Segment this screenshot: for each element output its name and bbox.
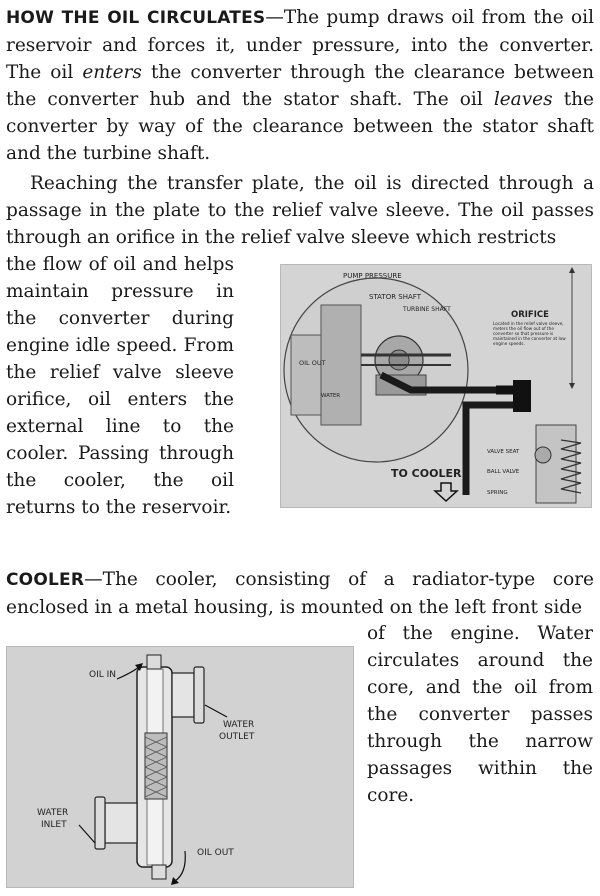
label-ball-valve: BALL VALVE (487, 469, 520, 475)
section-oil-circulates-para-2: Reaching the transfer plate, the oil is directed through a passage in the plate to the relief valve sleeve. The oil passes through an orifice in the relief valve sleeve which restricts (6, 173, 594, 248)
label-oil-out: OIL OUT (197, 848, 234, 858)
label-valve-seat: VALVE SEAT (487, 449, 520, 455)
section-cooler-para-wrap: of the engine. Water circulates around the core, and the oil from the converter passes through the narrow passages within the core. (367, 623, 593, 806)
section-oil-circulates-para-1 (6, 4, 594, 167)
label-water-outlet-1: WATER (223, 720, 255, 730)
section-heading-cooler: COOLER (6, 570, 85, 590)
label-spring: SPRING (487, 490, 508, 496)
section-oil-circulates-para-2-wrap: the flow of oil and helps maintain pressure in the converter during engine idle speed. From the relief valve sleeve orifice, oil enters the external line to the cooler. Passing through the cooler, the oil returns to the reservoir. (6, 254, 234, 518)
para-text: the converter through the clearance between the converter hub and the stator shaft. The oil (6, 62, 594, 110)
label-oil-in: OIL IN (89, 670, 116, 680)
label-oil-out: OIL OUT (299, 359, 326, 367)
para-text: The pump draws oil from the oil reservoir and forces it, under pressure, into the converter. The oil (6, 7, 594, 83)
label-to-cooler: TO COOLER (391, 467, 462, 480)
label-turbine-shaft: TURBINE SHAFT (403, 306, 451, 313)
label-water-inlet-1: WATER (37, 808, 69, 818)
heading-dash: — (265, 7, 284, 28)
label-orifice-note: Located in the relief valve sleeve, meters the oil flow out of the converter so that pressure is maintained in the converter at low engine speeds. (493, 321, 566, 346)
label-water: WATER (321, 393, 341, 399)
oil-cooler-diagram (6, 646, 354, 888)
emphasis-enters: enters (82, 62, 142, 83)
para-text: The cooler, consisting of a radiator-type core enclosed in a metal housing, is mounted on the left front side (6, 569, 594, 618)
label-stator-shaft: STATOR SHAFT (369, 293, 421, 301)
section-heading-oil-circulates: HOW THE OIL CIRCULATES (6, 8, 266, 28)
converter-oil-flow-diagram (280, 264, 592, 508)
para-text: the converter by way of the clearance between the stator shaft and the turbine shaft. (6, 89, 594, 164)
label-pump-pressure: PUMP PRESSURE (343, 272, 402, 280)
label-orifice: ORIFICE (511, 310, 549, 320)
label-water-outlet-2: OUTLET (219, 732, 255, 742)
heading-dash: — (84, 569, 103, 590)
emphasis-leaves: leaves (493, 89, 553, 110)
section-cooler-para (6, 566, 594, 621)
label-water-inlet-2: INLET (41, 820, 67, 830)
